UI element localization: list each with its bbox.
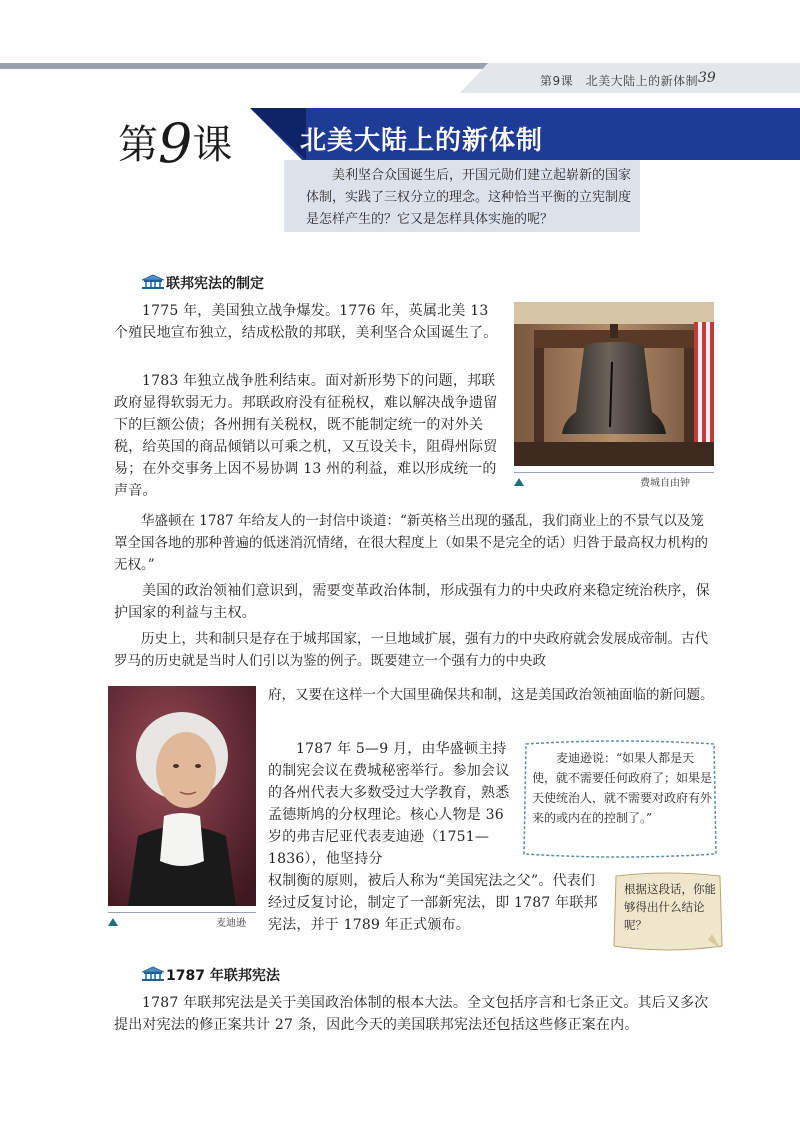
lesson-suffix: 课 — [192, 122, 233, 168]
lesson-intro: 美利坚合众国诞生后，开国元勋们建立起崭新的国家体制，实践了三权分立的理念。这种恰当平衡的立宪制度是怎样产生的？它又是怎样具体实施的呢？ — [306, 168, 632, 227]
liberty-bell-image — [514, 302, 714, 466]
portrait-caption: 麦迪逊 — [216, 918, 246, 929]
caption-rule-portrait — [108, 912, 256, 913]
temple-icon — [140, 966, 166, 982]
lesson-prefix: 第 — [118, 122, 158, 168]
running-title: 第9课 北美大陆上的新体制 — [540, 74, 699, 88]
paragraph-constitution-content: 1787 年联邦宪法是关于美国政治体制的根本大法。全文包括序言和七条正文。其后又多次提出对宪法的修正案共计 27 条，因此今天的美国联邦宪法还包括这些修正案在内。 — [114, 995, 709, 1033]
triangle-marker-icon-portrait — [108, 918, 118, 926]
lesson-number-digit: 9 — [158, 112, 193, 175]
section-heading-constitution-making: 联邦宪法的制定 — [166, 276, 264, 292]
paragraph-political-leaders: 美国的政治领袖们意识到，需要变革政治体制，形成强有力的中央政府来稳定统治秩序，保护国家的利益与主权。 — [114, 583, 710, 621]
temple-icon — [140, 274, 166, 290]
think-question: 根据这段话，你能够得出什么结论呢？ — [624, 882, 716, 932]
caption-rule — [514, 472, 714, 473]
madison-quote: 麦迪逊说：“如果人都是天使，就不需要任何政府了；如果是天使统治人，就不需要对政府有外来的或内在的控制了。” — [532, 751, 713, 825]
page-number: 39 — [698, 70, 716, 86]
section-icon — [140, 274, 166, 294]
paragraph-independence: 1775 年，美国独立战争爆发。1776 年，英属北美 13 个殖民地宣布独立，结成松散的邦联，美利坚合众国诞生了。 — [114, 303, 498, 341]
paragraph-republic-history-cont: 府，又要在这样一个大国里确保共和制，这是美国政治领袖面临的新问题。 — [268, 687, 714, 703]
madison-portrait — [108, 686, 256, 906]
paragraph-republic-history: 历史上，共和制只是存在于城邦国家，一旦地域扩展，强有力的中央政府就会发展成帝制。古代罗马的历史就是当时人们引以为鉴的例子。既要建立一个强有力的中央政 — [114, 631, 708, 669]
bell-caption: 费城自由钟 — [640, 478, 690, 489]
lesson-number — [118, 112, 232, 175]
section-heading-constitution-1787: 1787 年联邦宪法 — [166, 968, 280, 984]
paragraph-confederation: 1783 年独立战争胜利结束。面对新形势下的问题，邦联政府显得软弱无力。邦联政府没有征税权，难以解决战争遗留下的巨额公债；各州拥有关税权，既不能制定统一的对外关税，给英国的商品倾销以可乘之机，又互设关卡，阻碍州际贸易；在外交事务上因不易协调 13 州的利益，难以形成统一的声音。 — [114, 373, 498, 499]
liberty-bell-photo — [514, 302, 714, 466]
section-icon-2 — [140, 966, 166, 986]
triangle-marker-icon — [514, 478, 524, 486]
lesson-title: 北美大陆上的新体制 — [300, 126, 544, 156]
paragraph-convention: 1787 年 5—9 月，由华盛顿主持的制宪会议在费城秘密举行。参加会议的各州代表大多数受过大学教育，熟悉孟德斯鸠的分权理论。核心人物是 36 岁的弗吉尼亚代表麦迪逊（1751—1836），他坚持分 — [268, 741, 510, 867]
madison-image — [108, 686, 256, 906]
paragraph-convention-cont: 权制衡的原则，被后人称为“美国宪法之父”。代表们经过反复讨论，制定了一部新宪法，即 1787 年联邦宪法，并于 1789 年正式颁布。 — [268, 873, 598, 933]
washington-quote: 华盛顿在 1787 年给友人的一封信中谈道：“新英格兰出现的骚乱，我们商业上的不景气以及笼罩全国各地的那种普遍的低迷消沉情绪，在很大程度上（如果不是完全的话）归咎于最高权力机构的无权。” — [114, 513, 708, 573]
